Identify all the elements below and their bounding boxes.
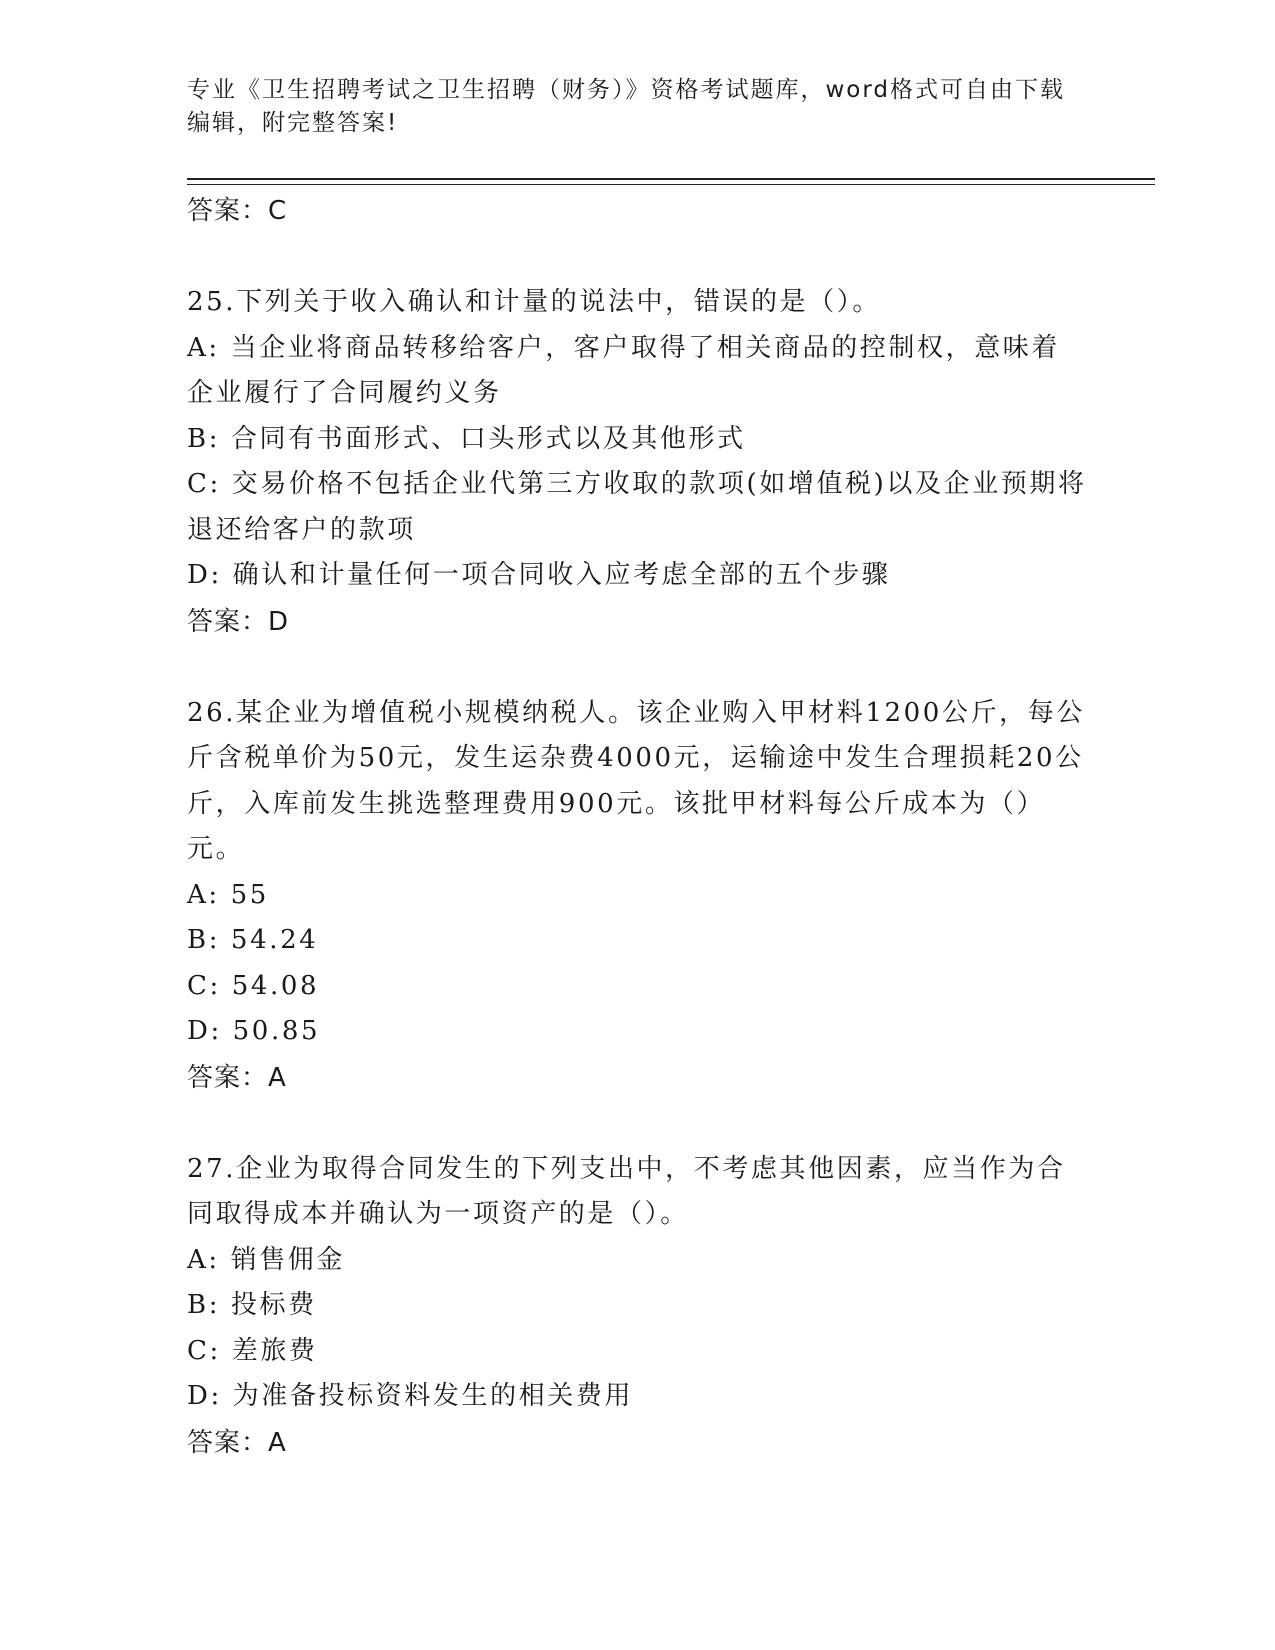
question-stem: 27.企业为取得合同发生的下列支出中，不考虑其他因素，应当作为合同取得成本并确认为一项资产的是（）。 — [187, 1153, 1066, 1229]
question-27 — [187, 1147, 1087, 1466]
header-divider — [187, 178, 1155, 180]
option-c: C: 差旅费 — [187, 1335, 318, 1366]
option-d: D: 为准备投标资料发生的相关费用 — [187, 1381, 634, 1411]
document-header: 专业《卫生招聘考试之卫生招聘（财务）》资格考试题库，word格式可自由下载编辑，附完整答案! — [187, 77, 1066, 136]
answer: 答案：A — [187, 1427, 287, 1458]
option-b: B: 投标费 — [187, 1290, 317, 1320]
option-a: A: 销售佣金 — [187, 1244, 346, 1275]
option-c: C: 交易价格不包括企业代第三方收取的款项(如增值税)以及企业预期将退还给客户的款项 — [187, 469, 1087, 545]
question-25 — [187, 280, 1087, 645]
option-b: B: 54.24 — [187, 925, 319, 955]
option-a: A: 55 — [187, 879, 269, 910]
answer: 答案：D — [187, 606, 290, 637]
question-stem: 25.下列关于收入确认和计量的说法中，错误的是（）。 — [187, 287, 881, 317]
option-d: D: 50.85 — [187, 1016, 321, 1046]
question-list — [187, 188, 1087, 1466]
option-d: D: 确认和计量任何一项合同收入应考虑全部的五个步骤 — [187, 560, 891, 590]
option-c: C: 54.08 — [187, 970, 320, 1001]
option-b: B: 合同有书面形式、口头形式以及其他形式 — [187, 423, 746, 454]
question-stem: 26.某企业为增值税小规模纳税人。该企业购入甲材料1200公斤，每公斤含税单价为50元，发生运杂费4000元，运输途中发生合理损耗20公斤，入库前发生挑选整理费用900元。该批甲材料每公斤成本为（）元。 — [187, 697, 1085, 864]
answer: 答案：A — [187, 1062, 287, 1093]
header-divider-thin — [187, 184, 1155, 185]
option-a: A: 当企业将商品转移给客户，客户取得了相关商品的控制权，意味着企业履行了合同履约义务 — [187, 332, 1061, 408]
question-26 — [187, 691, 1087, 1101]
previous-answer: 答案：C — [187, 196, 288, 226]
